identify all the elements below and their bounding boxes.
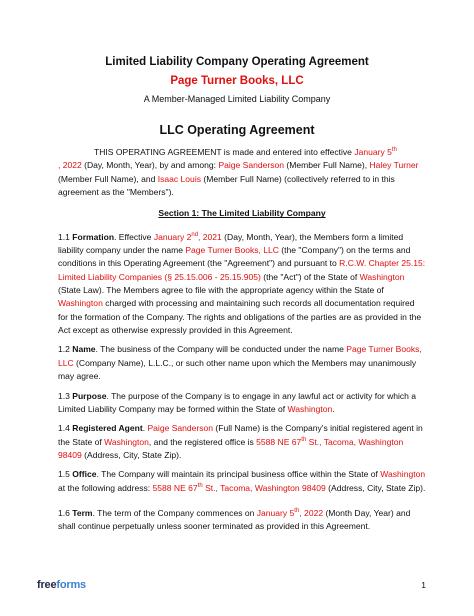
text: (Day, Month, Year), by and among: [81, 160, 219, 171]
term-start-date: January 5th, 2022 [256, 507, 324, 518]
company-name-ref: Page Turner Books, LLC [58, 344, 422, 368]
clause-label: Office [72, 469, 97, 480]
clause-label: Formation [72, 231, 115, 242]
section-heading: LLC Operating Agreement [159, 123, 315, 137]
section-1-title: Section 1: The Limited Liability Company [158, 208, 326, 219]
state-ref: Washington [104, 436, 149, 447]
registered-address: 5588 NE 67th St., Tacoma, Washington 98409 [58, 436, 404, 460]
member-2-name: Haley Turner [369, 160, 419, 171]
clause-1-3: 1.3 Purpose. The purpose of the Company is to engage in any lawful act or activity for which a Limited Liability Company may be formed within the State of Washington. [58, 390, 417, 414]
text: THIS OPERATING AGREEMENT is made and entered into effective [94, 147, 355, 157]
state-ref: Washington [58, 298, 103, 309]
clause-1-1: 1.1 Formation. Effective January 2nd, 2021 (Day, Month, Year), the Members form a limited liability company under the name Page Turner Books, LLC (the "Company") on the terms and conditions in this Operating Agreement (the "Agreement") and pursuant to R.C.W. Chapter 25.15: Limited Liability Companies (§ 25.15.006 - 25.15.905) (the "Act") of the State of Washington (State Law). The Members agree to file with the appropriate agency within the State of Washington charged with processing and maintaining such records all documentation required for the formation of the Company. The rights and obligations of the parties are as provided in the Act except as otherwise expressly provided in this Agreement. [58, 231, 426, 336]
clause-label: Purpose [72, 390, 107, 401]
state-ref: Washington [359, 271, 405, 282]
page-number: 1 [421, 580, 426, 590]
text: (Member Full Name) (collectively referred to in this agreement as the "Members"). [58, 173, 395, 198]
company-name: Page Turner Books, LLC [170, 75, 304, 87]
statute-ref: R.C.W. Chapter 25.15: Limited Liability Companies (§ 25.15.006 - 25.15.905) [58, 258, 426, 282]
effective-date: January 5th , 2022 [58, 147, 397, 171]
member-3-name: Isaac Louis [157, 173, 201, 184]
clause-1-2: 1.2 Name. The business of the Company will be conducted under the name Page Turner Books, LLC (Company Name), L.L.C., or such other name upon which the Members may unanimously may agree. [58, 344, 422, 382]
clause-1-5: 1.5 Office. The Company will maintain its principal business office within the State of Washington at the following address: 5588 NE 67th St., Tacoma, Washington 98409 (Address, City, State Zip). [58, 469, 426, 493]
clause-label: Registered Agent [72, 423, 143, 434]
text: (Member Full Name), [284, 160, 370, 171]
formation-date: January 2nd, 2021 [153, 231, 222, 242]
document-title: Limited Liability Company Operating Agreement [105, 56, 369, 68]
member-1-name: Paige Sanderson [218, 160, 285, 171]
clause-label: Name [72, 344, 96, 355]
clause-1-4: 1.4 Registered Agent. Paige Sanderson (Full Name) is the Company's initial registered agent in the State of Washington, and the registered office is 5588 NE 67th St., Tacoma, Washington 98409 (Address, City, State Zip). [58, 423, 423, 460]
company-name-ref: Page Turner Books, LLC [185, 245, 279, 256]
office-address: 5588 NE 67th St., Tacoma, Washington 98409 [152, 482, 326, 493]
state-ref: Washington [380, 469, 426, 480]
intro-paragraph [58, 146, 426, 199]
text: (Member Full Name), and [58, 173, 158, 184]
agent-name: Paige Sanderson [147, 423, 214, 434]
state-ref: Washington [287, 403, 333, 414]
freeforms-logo: freeforms [37, 579, 86, 591]
document-subtitle: A Member-Managed Limited Liability Company [143, 94, 331, 104]
clause-label: Term [72, 507, 93, 518]
clause-1-6: 1.6 Term. The term of the Company commences on January 5th, 2022 (Month Day, Year) and shall continue perpetually unless sooner terminated as provided in this Agreement. [58, 507, 411, 532]
document-body [58, 146, 426, 540]
